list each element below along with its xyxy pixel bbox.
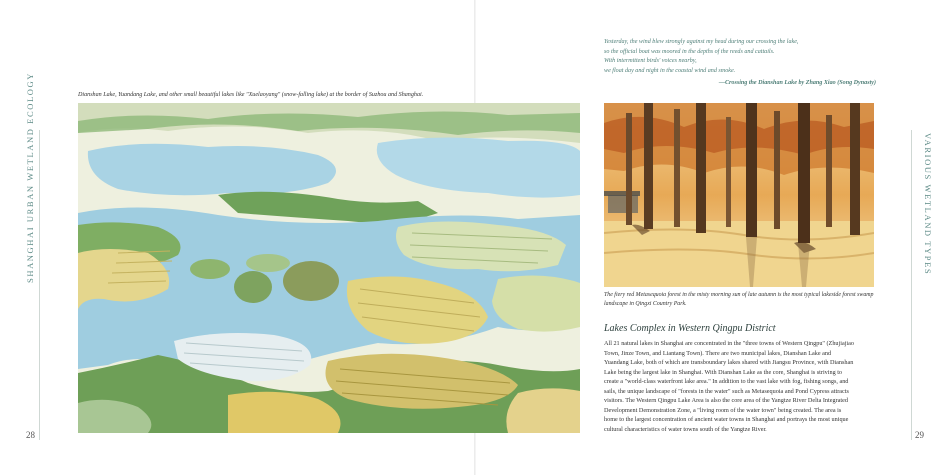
poem-line: With intermittent birds' voices nearby,	[604, 58, 697, 65]
body-line: Lake being the largest lake in Shanghai. With Dianshan Lake as the core, Shanghai is striving to	[604, 368, 843, 376]
body-line: home to the largest concentration of ancient water towns in Shanghai and portrays the most unique	[604, 416, 849, 424]
right-running-head: VARIOUS WETLAND TYPES	[923, 133, 933, 276]
body-line: sails, the unique landscape of "forests in the water" such as Metasequoia and Pond Cypress attracts	[604, 387, 849, 395]
poem-epigraph	[604, 38, 876, 89]
lake-watercolor-illustration	[78, 103, 580, 433]
left-page-number: 28	[26, 430, 35, 440]
left-running-head: SHANGHAI URBAN WETLAND ECOLOGY	[25, 72, 35, 283]
body-line: cultural characteristics of water towns south of the Yangtze River.	[604, 425, 767, 433]
poem-attribution	[604, 79, 876, 89]
body-paragraph	[604, 339, 876, 434]
right-side-rule	[911, 130, 912, 440]
poem-line: so the official boat was moored in the depths of the reeds and cattails.	[604, 48, 775, 55]
body-line: Development Demonstration Zone, a "living room of the water town" being created. The area is	[604, 406, 842, 414]
forest-watercolor-graphic	[604, 103, 874, 287]
photo-caption	[604, 291, 876, 308]
lake-watercolor-graphic	[78, 103, 580, 433]
photo-caption-line: landscape in Qingxi Country Park.	[604, 300, 687, 307]
poem-author: by Zhang Xiao (Song Dynasty)	[796, 80, 876, 87]
right-page-number: 29	[915, 430, 924, 440]
section-heading: Lakes Complex in Western Qingpu District	[604, 323, 776, 334]
illustration-caption: Dianshan Lake, Yuandang Lake, and other small beautiful lakes like "Xuelaoyang" (snow-falling lake) at the border of Suzhou and Shanghai.	[78, 92, 424, 98]
photo-caption-line: The fiery red Metasequoia forest in the misty morning sun of late autumn is the most typical lakeside forest swamp	[604, 292, 874, 298]
poem-line: we float day and night in the coastal wind and smoke.	[604, 67, 736, 74]
metasequoia-forest-image	[604, 103, 874, 287]
attribution-dash: —	[718, 80, 725, 87]
body-line: All 21 natural lakes in Shanghai are concentrated in the "three towns of Western Qingpu" (Zhujiajiao	[604, 340, 854, 347]
body-line: create a "world-class waterfront lake area." In addition to the vast lake with fog, fishing songs, and	[604, 378, 849, 386]
left-side-rule	[39, 130, 40, 440]
poem-line: Yesterday, the wind blew strongly against my head during our crossing the lake,	[604, 39, 799, 45]
body-line: Town, Jinze Town, and Liantang Town). There are two municipal lakes, Dianshan Lake and	[604, 349, 832, 357]
poem-title: Crossing the Dianshan Lake	[724, 80, 797, 87]
body-line: Yuandang Lake, both of which are transboundary lakes shared with Jiangsu Province, with Dianshan	[604, 359, 854, 367]
body-line: visitors. The Western Qingpu Lake Area is also the core area of the Yangtze River Delta Integrated	[604, 397, 848, 405]
